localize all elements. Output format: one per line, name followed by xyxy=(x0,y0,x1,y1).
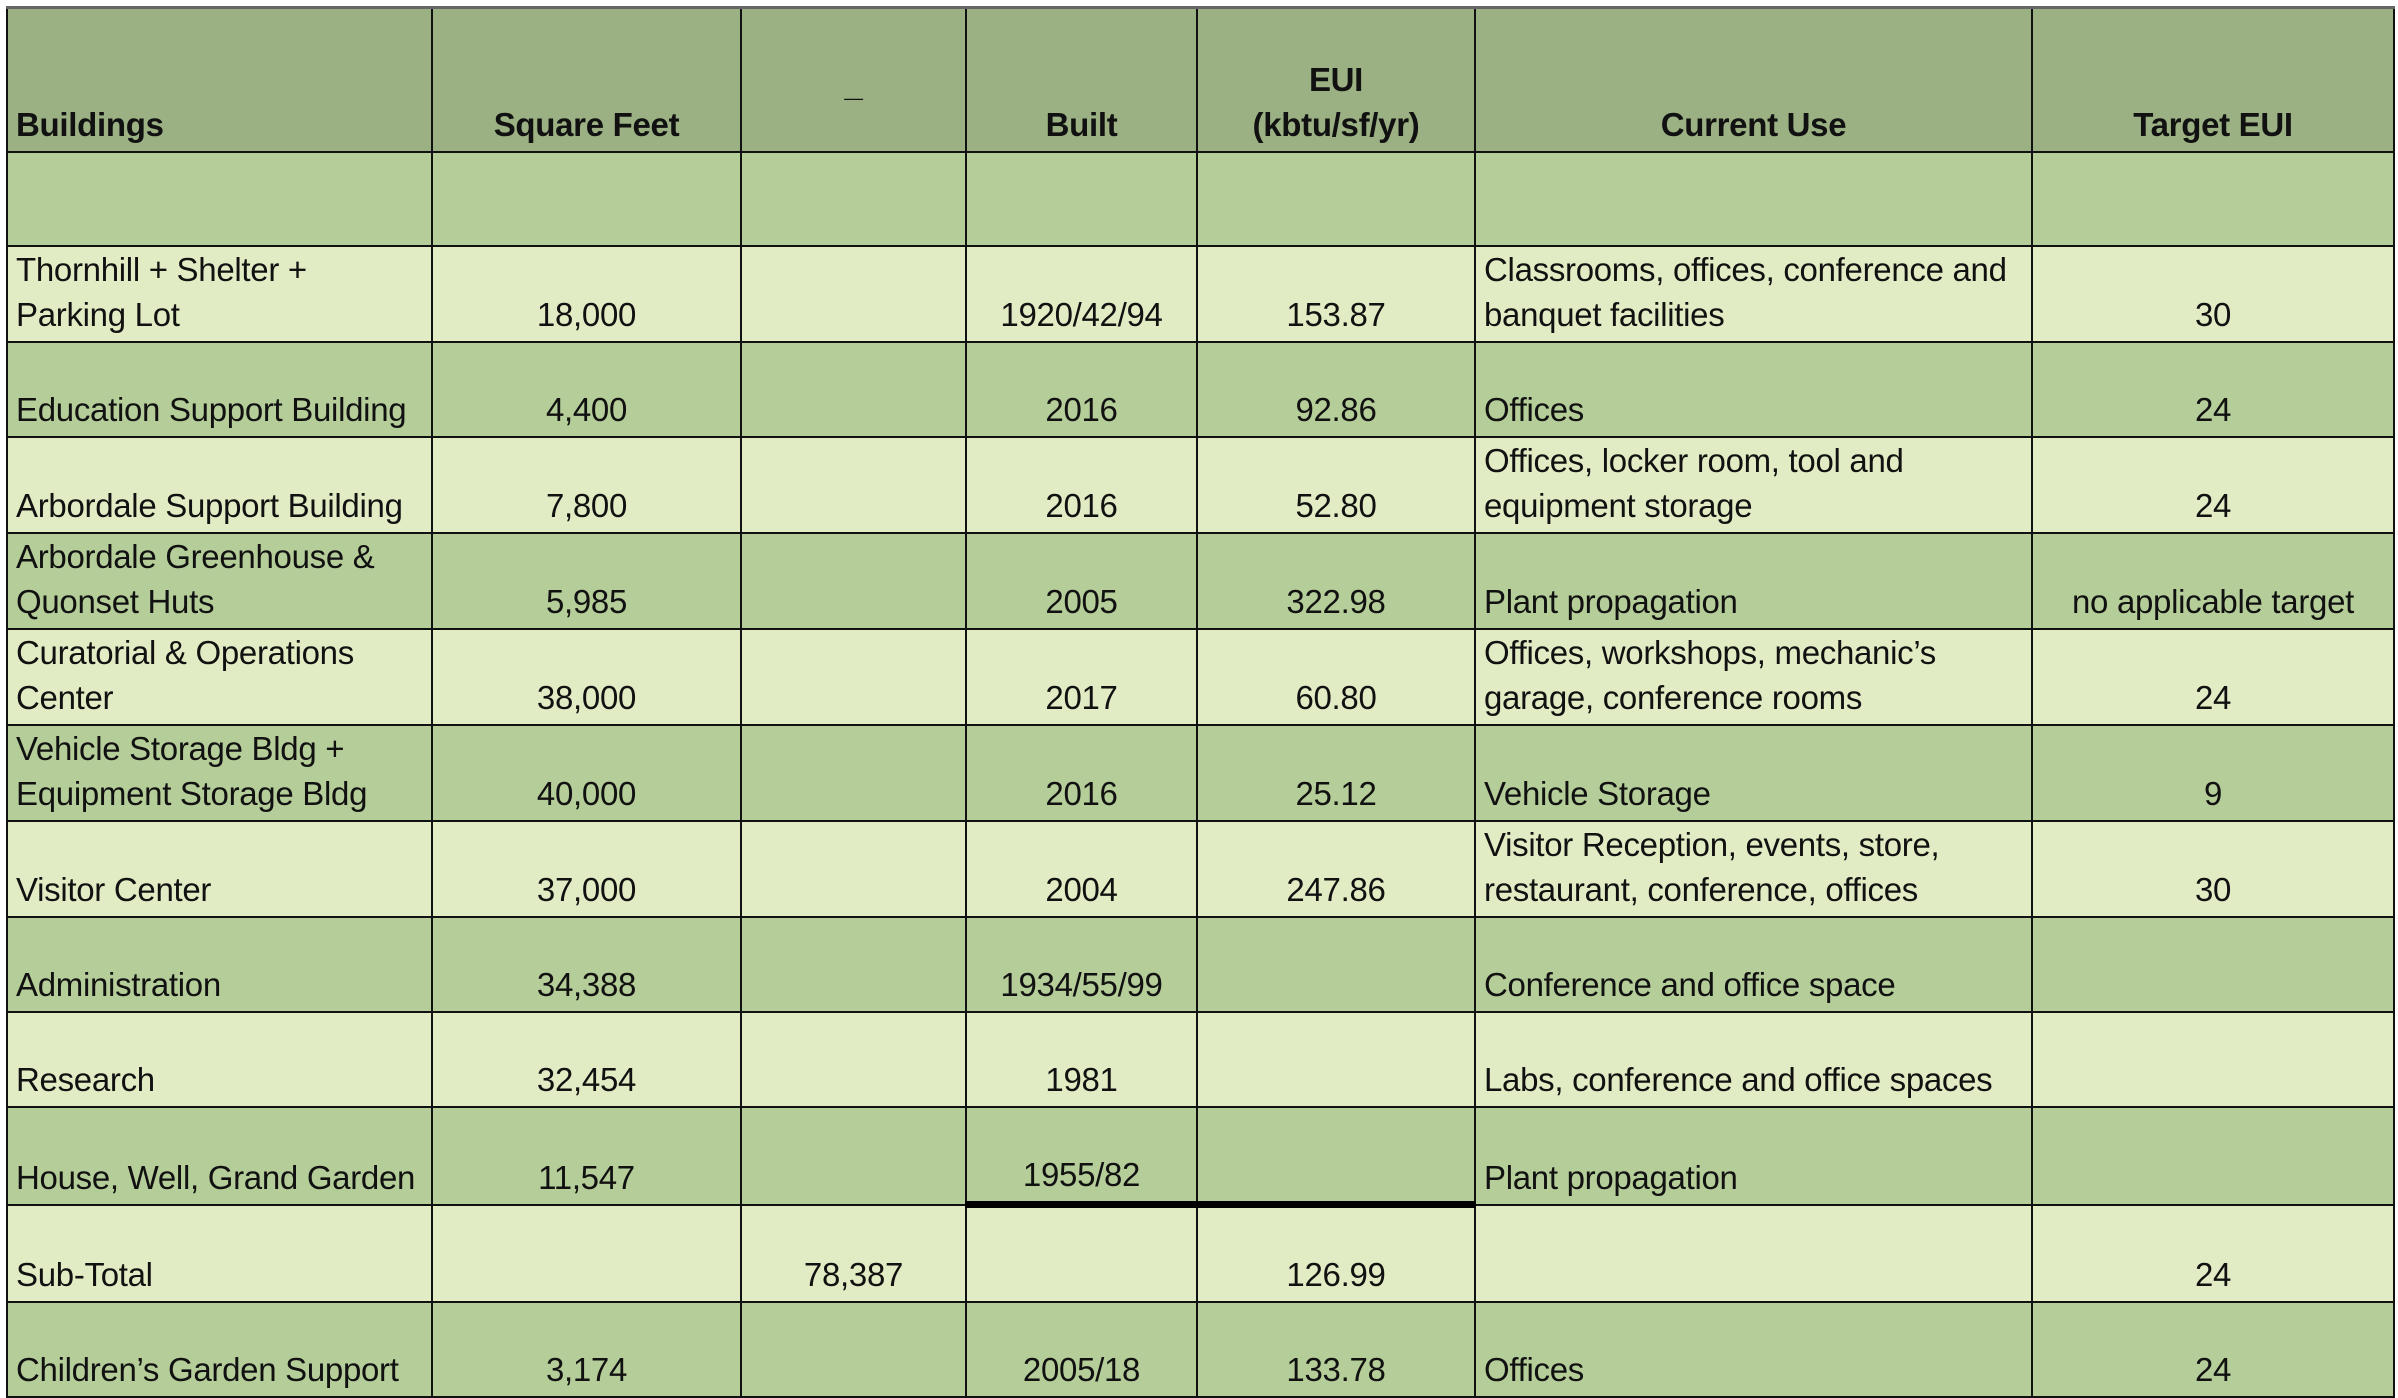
table-row xyxy=(7,1302,2394,1397)
sqft-cell: 38,000 xyxy=(432,629,741,725)
built-cell: 2005 xyxy=(966,533,1197,629)
built-cell: 1955/82 xyxy=(966,1107,1197,1205)
built-cell xyxy=(966,1205,1197,1303)
cell xyxy=(1197,152,1475,246)
extra-cell xyxy=(741,437,966,533)
eui-cell: 322.98 xyxy=(1197,533,1475,629)
building-cell: Children’s Garden Support xyxy=(7,1302,432,1397)
use-cell: Offices, locker room, tool and equipment storage xyxy=(1475,437,2032,533)
extra-cell xyxy=(741,1012,966,1107)
eui-cell: 92.86 xyxy=(1197,342,1475,437)
header-eui-line1: EUI xyxy=(1308,61,1364,98)
extra-cell xyxy=(741,246,966,342)
table-row xyxy=(7,821,2394,917)
header-target-eui: Target EUI xyxy=(2032,8,2394,153)
target-cell: 24 xyxy=(2032,1205,2394,1303)
header-buildings: Buildings xyxy=(7,8,432,153)
sqft-cell: 7,800 xyxy=(432,437,741,533)
use-cell: Visitor Reception, events, store, restaurant, conference, offices xyxy=(1475,821,2032,917)
building-cell: Visitor Center xyxy=(7,821,432,917)
target-cell: 24 xyxy=(2032,629,2394,725)
built-cell: 2016 xyxy=(966,725,1197,821)
target-cell xyxy=(2032,1107,2394,1205)
built-cell: 1934/55/99 xyxy=(966,917,1197,1012)
table-row xyxy=(7,342,2394,437)
built-cell: 2017 xyxy=(966,629,1197,725)
target-cell: 24 xyxy=(2032,1302,2394,1397)
building-cell: Thornhill + Shelter + Parking Lot xyxy=(7,246,432,342)
extra-cell xyxy=(741,533,966,629)
building-cell: Curatorial & Operations Center xyxy=(7,629,432,725)
cell xyxy=(741,152,966,246)
extra-cell xyxy=(741,917,966,1012)
built-cell: 2016 xyxy=(966,342,1197,437)
header-blank-label: _ xyxy=(844,66,863,103)
sqft-cell xyxy=(432,1205,741,1303)
extra-cell xyxy=(741,821,966,917)
built-cell: 2004 xyxy=(966,821,1197,917)
target-cell: 30 xyxy=(2032,246,2394,342)
use-cell: Vehicle Storage xyxy=(1475,725,2032,821)
built-cell: 1981 xyxy=(966,1012,1197,1107)
header-row xyxy=(7,8,2394,153)
use-cell: Offices xyxy=(1475,342,2032,437)
sqft-cell: 32,454 xyxy=(432,1012,741,1107)
building-cell: House, Well, Grand Garden xyxy=(7,1107,432,1205)
sqft-cell: 3,174 xyxy=(432,1302,741,1397)
table-row xyxy=(7,533,2394,629)
cell xyxy=(966,152,1197,246)
spacer-row xyxy=(7,152,2394,246)
extra-cell xyxy=(741,629,966,725)
target-cell: no applicable target xyxy=(2032,533,2394,629)
building-cell: Arbordale Support Building xyxy=(7,437,432,533)
table-row xyxy=(7,1012,2394,1107)
built-cell: 2016 xyxy=(966,437,1197,533)
header-eui xyxy=(1197,8,1475,153)
use-cell: Labs, conference and office spaces xyxy=(1475,1012,2032,1107)
sqft-cell: 34,388 xyxy=(432,917,741,1012)
eui-cell xyxy=(1197,917,1475,1012)
extra-cell xyxy=(741,1107,966,1205)
cell xyxy=(2032,152,2394,246)
sqft-cell: 37,000 xyxy=(432,821,741,917)
extra-cell xyxy=(741,1302,966,1397)
buildings-eui-table xyxy=(6,6,2395,1398)
use-cell: Offices xyxy=(1475,1302,2032,1397)
eui-cell: 60.80 xyxy=(1197,629,1475,725)
building-cell: Education Support Building xyxy=(7,342,432,437)
use-cell xyxy=(1475,1205,2032,1303)
table-row xyxy=(7,725,2394,821)
use-cell: Plant propagation xyxy=(1475,1107,2032,1205)
target-cell: 9 xyxy=(2032,725,2394,821)
extra-cell xyxy=(741,725,966,821)
eui-cell xyxy=(1197,1107,1475,1205)
table-row xyxy=(7,437,2394,533)
cell xyxy=(1475,152,2032,246)
table-row xyxy=(7,246,2394,342)
header-built: Built xyxy=(966,8,1197,153)
table-row xyxy=(7,917,2394,1012)
cell xyxy=(432,152,741,246)
use-cell: Classrooms, offices, conference and banquet facilities xyxy=(1475,246,2032,342)
extra-cell xyxy=(741,342,966,437)
eui-cell: 247.86 xyxy=(1197,821,1475,917)
header-eui-line2: (kbtu/sf/yr) xyxy=(1252,106,1420,143)
extra-cell: 78,387 xyxy=(741,1205,966,1303)
built-cell: 2005/18 xyxy=(966,1302,1197,1397)
eui-cell xyxy=(1197,1012,1475,1107)
sqft-cell: 5,985 xyxy=(432,533,741,629)
use-cell: Plant propagation xyxy=(1475,533,2032,629)
eui-cell: 133.78 xyxy=(1197,1302,1475,1397)
use-cell: Conference and office space xyxy=(1475,917,2032,1012)
subtotal-row xyxy=(7,1205,2394,1303)
building-cell: Sub-Total xyxy=(7,1205,432,1303)
target-cell xyxy=(2032,1012,2394,1107)
header-square-feet: Square Feet xyxy=(432,8,741,153)
sqft-cell: 11,547 xyxy=(432,1107,741,1205)
building-cell: Arbordale Greenhouse & Quonset Huts xyxy=(7,533,432,629)
header-blank xyxy=(741,8,966,153)
table-row xyxy=(7,629,2394,725)
eui-cell: 126.99 xyxy=(1197,1205,1475,1303)
built-cell: 1920/42/94 xyxy=(966,246,1197,342)
target-cell: 24 xyxy=(2032,342,2394,437)
building-cell: Vehicle Storage Bldg + Equipment Storage Bldg xyxy=(7,725,432,821)
header-current-use: Current Use xyxy=(1475,8,2032,153)
eui-cell: 52.80 xyxy=(1197,437,1475,533)
eui-cell: 25.12 xyxy=(1197,725,1475,821)
sqft-cell: 18,000 xyxy=(432,246,741,342)
target-cell xyxy=(2032,917,2394,1012)
target-cell: 30 xyxy=(2032,821,2394,917)
sqft-cell: 40,000 xyxy=(432,725,741,821)
cell xyxy=(7,152,432,246)
eui-cell: 153.87 xyxy=(1197,246,1475,342)
target-cell: 24 xyxy=(2032,437,2394,533)
building-cell: Research xyxy=(7,1012,432,1107)
use-cell: Offices, workshops, mechanic’s garage, conference rooms xyxy=(1475,629,2032,725)
building-cell: Administration xyxy=(7,917,432,1012)
sqft-cell: 4,400 xyxy=(432,342,741,437)
table-row xyxy=(7,1107,2394,1205)
